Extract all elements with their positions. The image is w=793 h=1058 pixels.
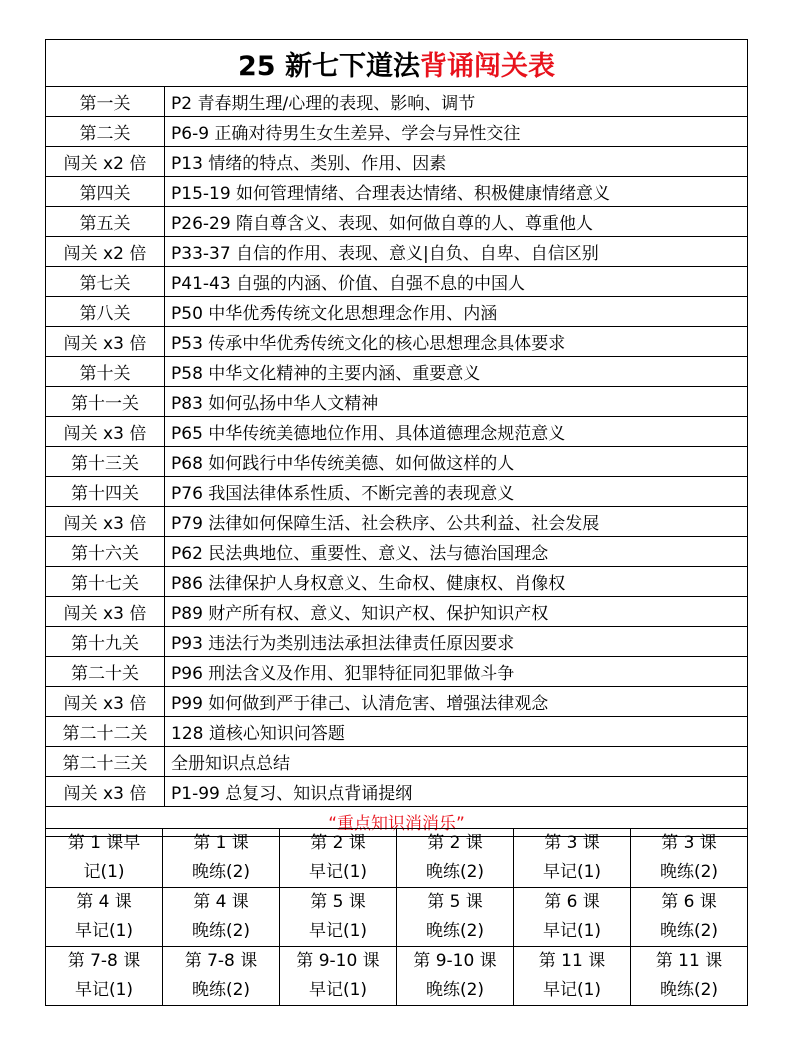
level-row [46, 777, 748, 807]
level-description: P26-29 隋自尊含义、表现、如何做自尊的人、尊重他人 [165, 207, 748, 237]
level-description: P2 青春期生理/心理的表现、影响、调节 [165, 87, 748, 117]
lesson-task: 早记(1) [308, 921, 368, 941]
level-label: 第十四关 [46, 477, 165, 507]
lesson-title: 第 11 课 [538, 951, 606, 971]
lesson-task: 早记(1) [542, 980, 602, 1000]
level-row [46, 657, 748, 687]
level-label: 第二关 [46, 117, 165, 147]
lesson-row [46, 829, 748, 888]
level-row [46, 117, 748, 147]
level-row [46, 237, 748, 267]
level-description: P76 我国法律体系性质、不断完善的表现意义 [165, 477, 748, 507]
level-row [46, 207, 748, 237]
level-row [46, 327, 748, 357]
level-row [46, 507, 748, 537]
level-description: P1-99 总复习、知识点背诵提纲 [165, 777, 748, 807]
level-row [46, 297, 748, 327]
lesson-task: 早记(1) [308, 862, 368, 882]
lesson-title: 第 3 课 [661, 833, 717, 853]
lesson-cell [631, 947, 748, 1006]
level-description: P93 违法行为类别违法承担法律责任原因要求 [165, 627, 748, 657]
lesson-title: 第 4 课 [193, 892, 249, 912]
lesson-cell [397, 888, 514, 947]
level-description: P86 法律保护人身权意义、生命权、健康权、肖像权 [165, 567, 748, 597]
lesson-cell [280, 947, 397, 1006]
lesson-cell [514, 829, 631, 888]
lesson-title: 第 6 课 [544, 892, 600, 912]
lesson-cell [631, 888, 748, 947]
level-label: 第二十三关 [46, 747, 165, 777]
lesson-task: 晚练(2) [425, 862, 485, 882]
lesson-task: 早记(1) [542, 862, 602, 882]
lesson-task: 早记(1) [542, 921, 602, 941]
level-label: 第二十关 [46, 657, 165, 687]
lesson-cell [46, 829, 163, 888]
level-description: P6-9 正确对待男生女生差异、学会与异性交往 [165, 117, 748, 147]
level-label: 第十一关 [46, 387, 165, 417]
lesson-task: 晚练(2) [659, 980, 719, 1000]
level-description: P79 法律如何保障生活、社会秩序、公共利益、社会发展 [165, 507, 748, 537]
level-label: 闯关 x3 倍 [46, 507, 165, 537]
lesson-task: 晚练(2) [191, 862, 251, 882]
lesson-task: 晚练(2) [659, 862, 719, 882]
lesson-title: 第 5 课 [310, 892, 366, 912]
lesson-title: 第 4 课 [76, 892, 132, 912]
lesson-title: 第 9-10 课 [413, 951, 497, 971]
lesson-task: 早记(1) [308, 980, 368, 1000]
level-row [46, 567, 748, 597]
level-label: 闯关 x3 倍 [46, 687, 165, 717]
level-label: 第十七关 [46, 567, 165, 597]
level-label: 闯关 x2 倍 [46, 147, 165, 177]
level-description: P89 财产所有权、意义、知识产权、保护知识产权 [165, 597, 748, 627]
levels-table [45, 39, 748, 837]
lesson-task: 晚练(2) [425, 980, 485, 1000]
lesson-task: 晚练(2) [425, 921, 485, 941]
level-row [46, 537, 748, 567]
lesson-cell [514, 947, 631, 1006]
lesson-title: 第 1 课 [193, 833, 249, 853]
lesson-title: 第 2 课 [427, 833, 483, 853]
lesson-cell [163, 888, 280, 947]
lesson-cell [46, 947, 163, 1006]
level-row [46, 417, 748, 447]
level-row [46, 627, 748, 657]
lesson-row [46, 888, 748, 947]
title-row [46, 40, 748, 87]
level-description: P62 民法典地位、重要性、意义、法与德治国理念 [165, 537, 748, 567]
lesson-title: 第 9-10 课 [296, 951, 380, 971]
level-row [46, 717, 748, 747]
level-label: 第十九关 [46, 627, 165, 657]
lesson-title: 第 2 课 [310, 833, 366, 853]
lesson-task: 晚练(2) [659, 921, 719, 941]
level-description: P15-19 如何管理情绪、合理表达情绪、积极健康情绪意义 [165, 177, 748, 207]
lesson-cell [46, 888, 163, 947]
level-label: 第十六关 [46, 537, 165, 567]
level-description: 128 道核心知识问答题 [165, 717, 748, 747]
level-description: P68 如何践行中华传统美德、如何做这样的人 [165, 447, 748, 477]
level-description: P41-43 自强的内涵、价值、自强不息的中国人 [165, 267, 748, 297]
lesson-cell [514, 888, 631, 947]
level-description: P83 如何弘扬中华人文精神 [165, 387, 748, 417]
title-black: 25 新七下道法 [238, 50, 420, 82]
lesson-title: 第 11 课 [655, 951, 723, 971]
level-row [46, 687, 748, 717]
level-description: P53 传承中华优秀传统文化的核心思想理念具体要求 [165, 327, 748, 357]
level-description: P65 中华传统美德地位作用、具体道德理念规范意义 [165, 417, 748, 447]
lesson-cell [280, 829, 397, 888]
lesson-title: 第 1 课早 [67, 833, 141, 853]
level-description: P58 中华文化精神的主要内涵、重要意义 [165, 357, 748, 387]
level-label: 闯关 x3 倍 [46, 327, 165, 357]
level-label: 第四关 [46, 177, 165, 207]
lesson-row [46, 947, 748, 1006]
lesson-task: 早记(1) [74, 980, 134, 1000]
lesson-title: 第 5 课 [427, 892, 483, 912]
level-row [46, 597, 748, 627]
level-row [46, 357, 748, 387]
level-description: P50 中华优秀传统文化思想理念作用、内涵 [165, 297, 748, 327]
lesson-title: 第 7-8 课 [67, 951, 141, 971]
lesson-cell [163, 829, 280, 888]
lesson-title: 第 3 课 [544, 833, 600, 853]
lesson-cell [631, 829, 748, 888]
lesson-title: 第 7-8 课 [184, 951, 258, 971]
lesson-task: 晚练(2) [191, 980, 251, 1000]
level-label: 第一关 [46, 87, 165, 117]
level-label: 第二十二关 [46, 717, 165, 747]
lesson-cell [397, 947, 514, 1006]
level-row [46, 87, 748, 117]
level-label: 闯关 x2 倍 [46, 237, 165, 267]
level-label: 闯关 x3 倍 [46, 597, 165, 627]
lesson-task: 记(1) [83, 862, 125, 882]
level-row [46, 477, 748, 507]
title-red: 背诵闯关表 [419, 50, 555, 82]
lesson-cell [397, 829, 514, 888]
level-row [46, 267, 748, 297]
level-label: 第五关 [46, 207, 165, 237]
level-row [46, 447, 748, 477]
level-label: 闯关 x3 倍 [46, 777, 165, 807]
level-row [46, 177, 748, 207]
level-description: P96 刑法含义及作用、犯罪特征同犯罪做斗争 [165, 657, 748, 687]
level-description: P99 如何做到严于律己、认清危害、增强法律观念 [165, 687, 748, 717]
level-description: 全册知识点总结 [165, 747, 748, 777]
lesson-task: 晚练(2) [191, 921, 251, 941]
level-label: 第十三关 [46, 447, 165, 477]
lessons-table [45, 828, 748, 1006]
level-description: P13 情绪的特点、类别、作用、因素 [165, 147, 748, 177]
page-title [46, 40, 748, 87]
lesson-cell [280, 888, 397, 947]
level-label: 第十关 [46, 357, 165, 387]
level-label: 第七关 [46, 267, 165, 297]
level-row [46, 147, 748, 177]
lesson-task: 早记(1) [74, 921, 134, 941]
level-description: P33-37 自信的作用、表现、意义|自负、自卑、自信区别 [165, 237, 748, 267]
level-row [46, 387, 748, 417]
level-label: 第八关 [46, 297, 165, 327]
section-subtitle: “重点知识消消乐” [46, 807, 748, 837]
level-row [46, 747, 748, 777]
lesson-title: 第 6 课 [661, 892, 717, 912]
lesson-cell [163, 947, 280, 1006]
level-label: 闯关 x3 倍 [46, 417, 165, 447]
